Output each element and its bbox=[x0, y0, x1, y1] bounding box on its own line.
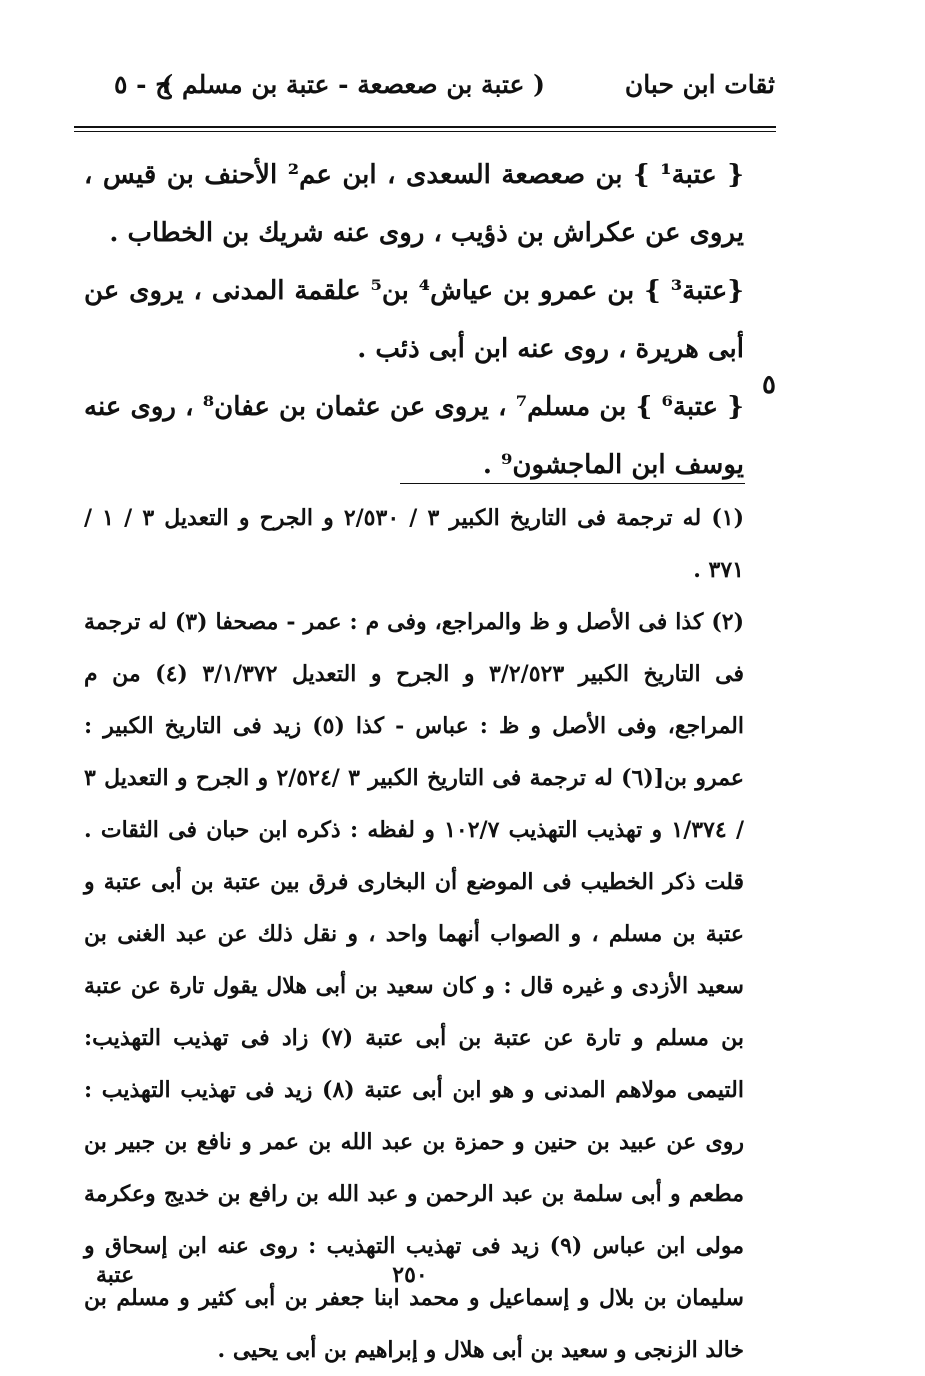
catchword: عتبة bbox=[96, 1262, 135, 1288]
main-text bbox=[84, 146, 744, 494]
section-range: ( عتبة بن صعصعة - عتبة بن مسلم ) bbox=[161, 70, 545, 99]
entry-utba-ibn-sasaa: { عتبة¹ } بن صعصعة السعدى ، ابن عم² الأحنف بن قيس ، يروى عن عكراش بن ذؤيب ، روى عنه شريك بن الخطاب . bbox=[84, 160, 744, 248]
footnote-2-9: (٢) كذا فى الأصل و ظ والمراجع، وفى م : عمر - مصحفا (٣) له ترجمة فى التاريخ الكبير ٣/٢/٥٢٣ و الجرح و التعديل ٣/١/٣٧٢ (٤) من م المراجع، وفى الأصل و ظ : عباس - كذا (٥) زيد فى التاريخ الكبير : عمرو بن[(٦) له ترجمة فى التاريخ الكبير ٣ /٢/٥٢٤ و الجرح و التعديل ٣ / ١/٣٧٤ و تهذيب التهذيب ١٠٢/٧ و لفظه : ذكره ابن حبان فى الثقات . قلت ذكر الخطيب فى الموضع أن البخارى فرق بين عتبة بن أبى عتبة و عتبة بن مسلم ، و الصواب أنهما واحد ، و نقل ذلك عن عبد الغنى بن سعيد الأزدى و غيره قال : و كان سعيد بن أبى هلال يقول تارة عن عتبة بن مسلم و تارة عن عتبة بن أبى عتبة (٧) زاد فى تهذيب التهذيب: التيمى مولاهم المدنى و هو ابن أبى عتبة (٨) زيد فى تهذيب التهذيب : روى عن عبيد بن حنين و حمزة بن عبد الله بن عمر و نافع بن جبير بن مطعم و أبى سلمة بن عبد الرحمن و عبد الله بن رافع بن خديج وعكرمة مولى ابن عباس (٩) زيد فى تهذيب التهذيب : روى عنه ابن إسحاق و سليمان بن بلال و إسماعيل و محمد ابنا جعفر بن أبى كثير و مسلم بن خالد الزنجى و سعيد بن أبى هلال و إبراهيم بن أبى يحيى . bbox=[84, 609, 744, 1363]
header-rule-top bbox=[74, 126, 776, 128]
volume-label: ج - ٥ bbox=[114, 70, 172, 99]
entry-utba-ibn-muslim: { عتبة⁶ } بن مسلم⁷ ، يروى عن عثمان بن عفان⁸ ، روى عنه يوسف ابن الماجشون⁹ . bbox=[84, 392, 744, 480]
margin-line-number: ٥ bbox=[762, 370, 776, 400]
header-rule-bottom bbox=[74, 131, 776, 132]
entry-utba-ibn-amr: {عتبة³ } بن عمرو بن عياش⁴ بن⁵ علقمة المدنى ، يروى عن أبى هريرة ، روى عنه ابن أبى ذئب . bbox=[84, 276, 744, 364]
footnote-1: (١) له ترجمة فى التاريخ الكبير ٣ / ٢/٥٣٠ و الجرح و التعديل ٣ / ١ / ٣٧١ . bbox=[84, 505, 744, 583]
page-number: ٢٥٠ bbox=[392, 1262, 428, 1288]
running-header bbox=[100, 66, 775, 114]
footnotes bbox=[84, 492, 744, 1376]
footnote-separator bbox=[400, 483, 745, 484]
book-title: ثقات ابن حبان bbox=[624, 70, 775, 99]
